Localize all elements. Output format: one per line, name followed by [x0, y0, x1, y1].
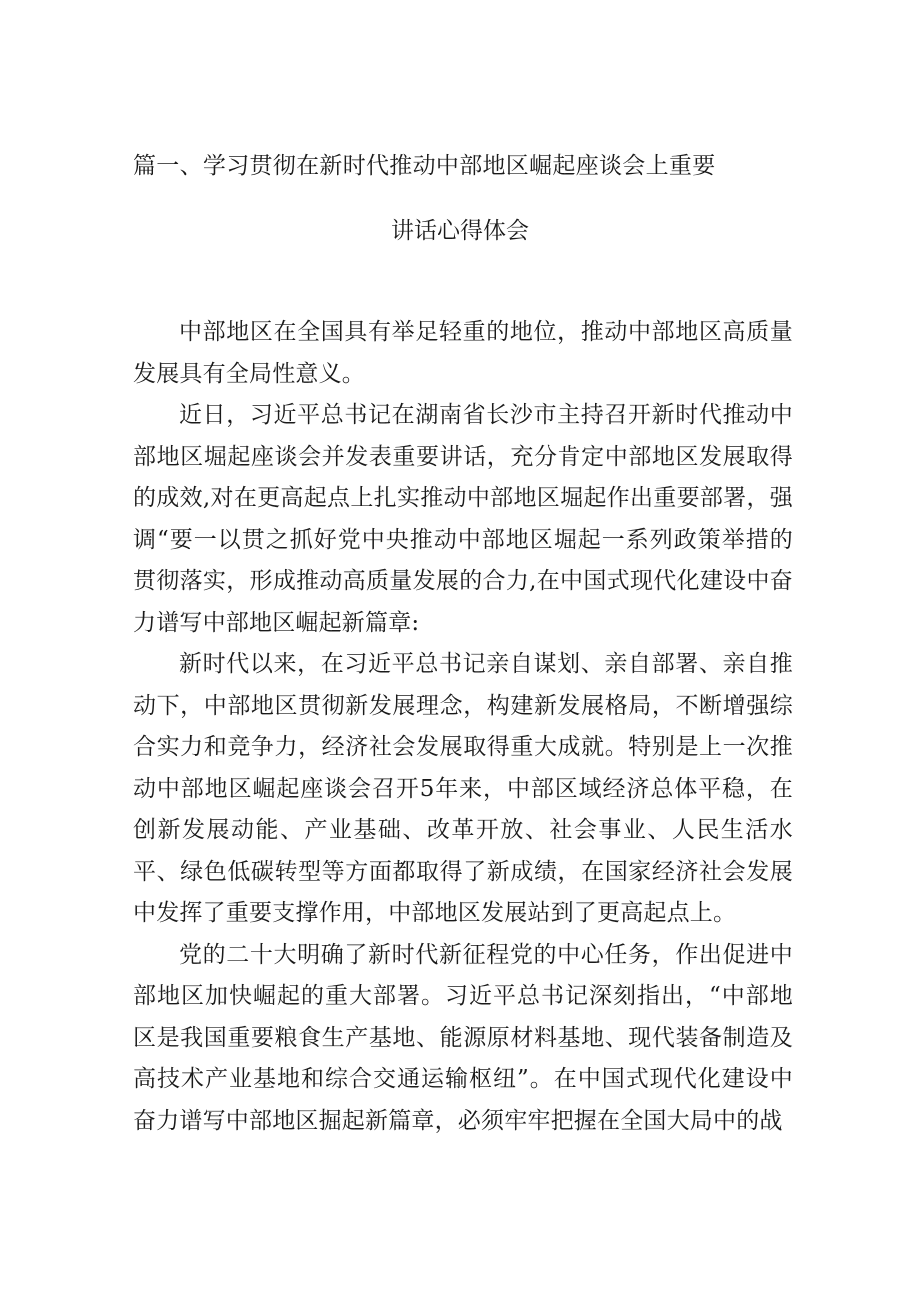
document-body	[133, 312, 793, 1142]
document-title-line-1: 篇一、学习贯彻在新时代推动中部地区崛起座谈会上重要	[133, 153, 716, 179]
document-title-line-2: 讲话心得体会	[391, 218, 529, 244]
paragraph-1: 中部地区在全国具有举足轻重的地位，推动中部地区高质量发展具有全局性意义。	[133, 319, 793, 387]
paragraph-2: 近日，习近平总书记在湖南省长沙市主持召开新时代推动中部地区堀起座谈会并发表重要讲话，充分肯定中部地区发展取得的成效,对在更高起点上扎实推动中部地区堀起作出重要部署，强调“要一以贯之抓好党中央推动中部地区堀起一系列政策举措的贯彻落实，形成推动高质量发展的合力,在中国式现代化建设中奋力谱写中部地区崛起新篇章:	[133, 402, 793, 636]
paragraph-4: 党的二十大明确了新时代新征程党的中心任务，作出促进中部地区加快崛起的重大部署。习近平总书记深刻指出，“中部地区是我国重要粮食生产基地、能源原材料基地、现代装备制造及高技术产业基地和综合交通运输枢纽”。在中国式现代化建设中奋力谱写中部地区掘起新篇章，必须牢牢把握在全国大局中的战	[133, 941, 793, 1134]
paragraph-3: 新时代以来，在习近平总书记亲自谋划、亲自部署、亲自推动下，中部地区贯彻新发展理念，构建新发展格局，不断增强综合实力和竞争力，经济社会发展取得重大成就。特别是上一次推动中部地区崛起座谈会召开5年来，中部区域经济总体平稳，在创新发展动能、产业基础、改革开放、社会事业、人民生活水平、绿色低碳转型等方面都取得了新成绩，在国家经济社会发展中发挥了重要支撑作用，中部地区发展站到了更高起点上。	[133, 651, 793, 926]
